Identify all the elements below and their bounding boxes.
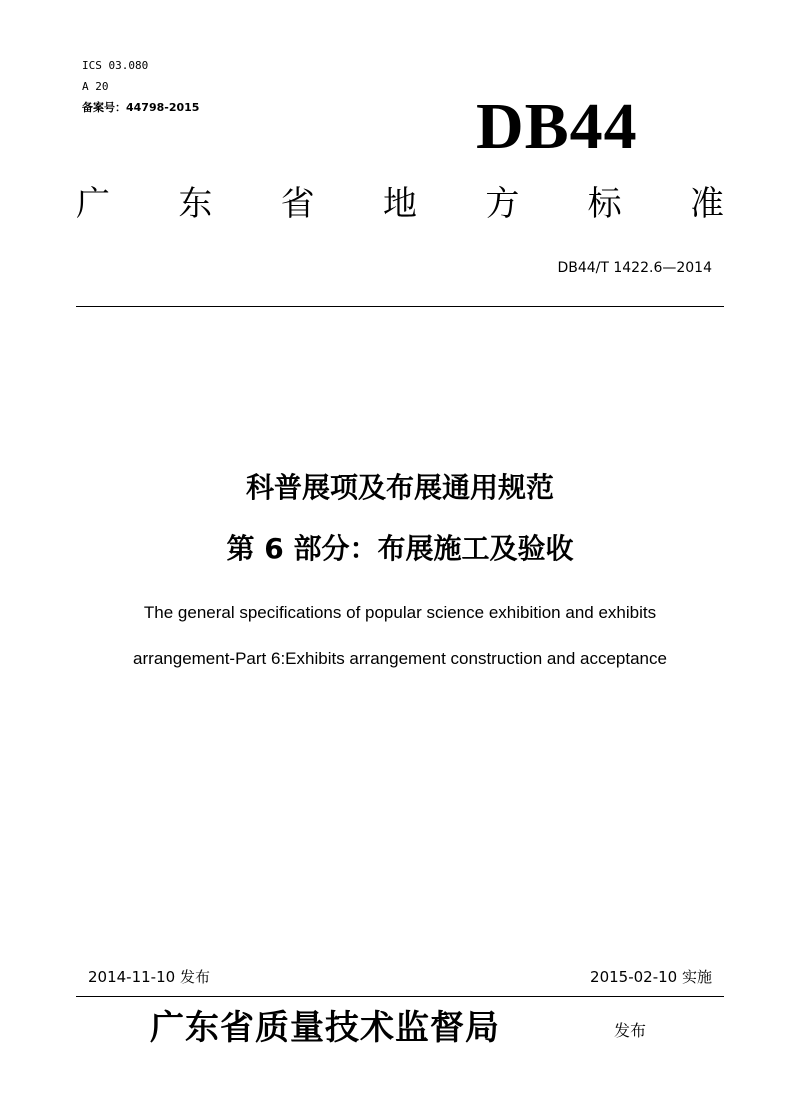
standard-type-char: 标	[587, 184, 622, 224]
en-title-line1: The general specifications of popular science exhibition and exhibits	[143, 603, 657, 622]
cn-title-line1: 科普展项及布展通用规范	[245, 471, 554, 504]
record-number: 备案号：44798-2015	[82, 101, 200, 114]
standard-type-char: 广	[76, 184, 110, 224]
classification-code: A 20	[82, 80, 109, 93]
en-title-line2: arrangement-Part 6:Exhibits arrangement construction and acceptance	[133, 649, 667, 668]
publish-label: 发布	[614, 1021, 647, 1040]
standard-type-char: 方	[485, 184, 520, 224]
issuing-authority: 广东省质量技术监督局	[150, 1008, 500, 1048]
standard-type-char: 省	[280, 184, 315, 224]
implementation-date: 2015-02-10 实施	[590, 968, 712, 986]
top-divider	[76, 306, 724, 307]
standard-code: DB44/T 1422.6—2014	[557, 260, 712, 276]
bottom-divider	[76, 996, 724, 997]
standard-type-char: 地	[382, 184, 417, 224]
issue-date: 2014-11-10 发布	[88, 968, 210, 986]
standard-type-char: 东	[178, 184, 213, 224]
ics-code: ICS 03.080	[82, 59, 149, 72]
cn-title-line2: 第 6 部分：布展施工及验收	[226, 532, 574, 565]
standard-type-heading	[76, 182, 724, 226]
standard-type-char: 准	[689, 184, 724, 224]
db-mark: DB44	[476, 90, 638, 163]
